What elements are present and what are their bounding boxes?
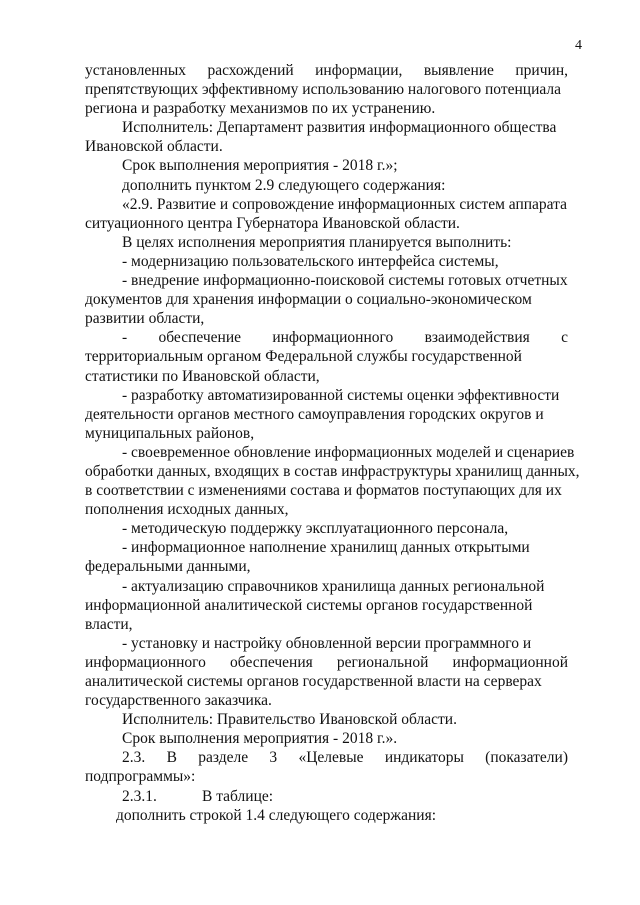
- text-line-7: дополнить пунктом 2.9 следующего содержания:: [122, 176, 446, 194]
- word: индикаторы: [384, 749, 464, 767]
- text-line-11: - модернизацию пользовательского интерфейса системы,: [122, 252, 499, 270]
- word: -: [122, 329, 128, 347]
- text-line-37: [85, 748, 568, 767]
- word: информационного: [85, 653, 206, 671]
- text-line-29: информационной аналитической системы органов государственной: [85, 596, 533, 614]
- text-line-24: пополнения исходных данных,: [85, 501, 289, 519]
- document-body: [85, 61, 580, 825]
- word: 3: [269, 749, 278, 767]
- text-line-6: Срок выполнения мероприятия - 2018 г.»;: [122, 157, 398, 175]
- text-line-4: Исполнитель: Департамент развития информационного общества: [122, 119, 557, 137]
- text-line-13: документов для хранения информации о социально-экономическом: [85, 291, 532, 309]
- text-line-19: деятельности органов местного самоуправления городских округов и: [85, 405, 544, 423]
- text-line-40: дополнить строкой 1.4 следующего содержания:: [116, 806, 437, 824]
- word: информационного: [272, 329, 394, 347]
- text-line-15: [85, 328, 568, 347]
- text-line-23: в соответствии с изменениями состава и форматов поступающих для их: [85, 482, 562, 500]
- text-line-16: территориальным органом Федеральной службы государственной: [85, 348, 522, 366]
- text-line-33: аналитической системы органов государственной власти на серверах: [85, 673, 542, 690]
- word: «Целевые: [298, 749, 364, 767]
- word: обеспечение: [158, 329, 242, 347]
- text-line-36: Срок выполнения мероприятия - 2018 г.».: [122, 730, 398, 748]
- text-line-10: В целях исполнения мероприятия планируется выполнить:: [122, 233, 512, 251]
- word: выявление: [423, 62, 494, 79]
- word: информационной: [452, 653, 568, 671]
- section-number: 2.3.1.: [122, 787, 157, 805]
- text-line-39: [85, 787, 568, 806]
- text-line-30: власти,: [85, 615, 133, 633]
- text-line-14: развитии области,: [85, 310, 205, 328]
- word: информации,: [315, 62, 403, 79]
- text-line-38: подпрограммы»:: [85, 768, 196, 786]
- text-line-2: препятствующих эффективному использованию налогового потенциала: [85, 81, 561, 99]
- text-line-18: - разработку автоматизированной системы оценки эффективности: [122, 386, 560, 404]
- text-line-28: - актуализацию справочников хранилища данных региональной: [122, 577, 545, 595]
- word: региональной: [336, 653, 429, 671]
- text-line-25: - методическую поддержку эксплуатационного персонала,: [122, 520, 509, 538]
- word: с: [561, 329, 568, 347]
- page-number: 4: [575, 38, 582, 53]
- word: обеспечения: [230, 653, 313, 671]
- text-line-35: Исполнитель: Правительство Ивановской области.: [122, 711, 457, 729]
- text-line-26: - информационное наполнение хранилищ данных открытыми: [122, 539, 530, 557]
- word: (показатели): [485, 749, 568, 767]
- text-line-32: [85, 653, 568, 672]
- text-line-5: Ивановской области.: [85, 138, 223, 156]
- text-line-9: ситуационного центра Губернатора Ивановской области.: [85, 214, 460, 232]
- text-line-1: [85, 61, 568, 80]
- word: взаимодействия: [424, 329, 530, 347]
- text-line-22: обработки данных, входящих в состав инфраструктуры хранилищ данных,: [85, 462, 580, 480]
- section-text: В таблице:: [202, 787, 274, 805]
- text-line-17: статистики по Ивановской области,: [85, 367, 320, 385]
- word: причин,: [515, 62, 568, 79]
- word: 2.3.: [122, 749, 146, 767]
- text-line-31: - установку и настройку обновленной версии программного и: [122, 634, 532, 652]
- text-line-20: муниципальных районов,: [85, 424, 255, 442]
- text-line-8: «2.9. Развитие и сопровождение информационных систем аппарата: [122, 195, 567, 213]
- word: В: [166, 749, 177, 767]
- word: разделе: [198, 749, 249, 767]
- text-line-27: федеральными данными,: [85, 558, 251, 576]
- text-line-12: - внедрение информационно-поисковой системы готовых отчетных: [122, 272, 568, 290]
- text-line-3: региона и разработку механизмов по их устранению.: [85, 100, 436, 118]
- word: установленных: [85, 62, 186, 79]
- word: расхождений: [207, 62, 294, 79]
- text-line-21: - своевременное обновление информационных моделей и сценариев: [122, 443, 575, 461]
- text-line-34: государственного заказчика.: [85, 692, 272, 710]
